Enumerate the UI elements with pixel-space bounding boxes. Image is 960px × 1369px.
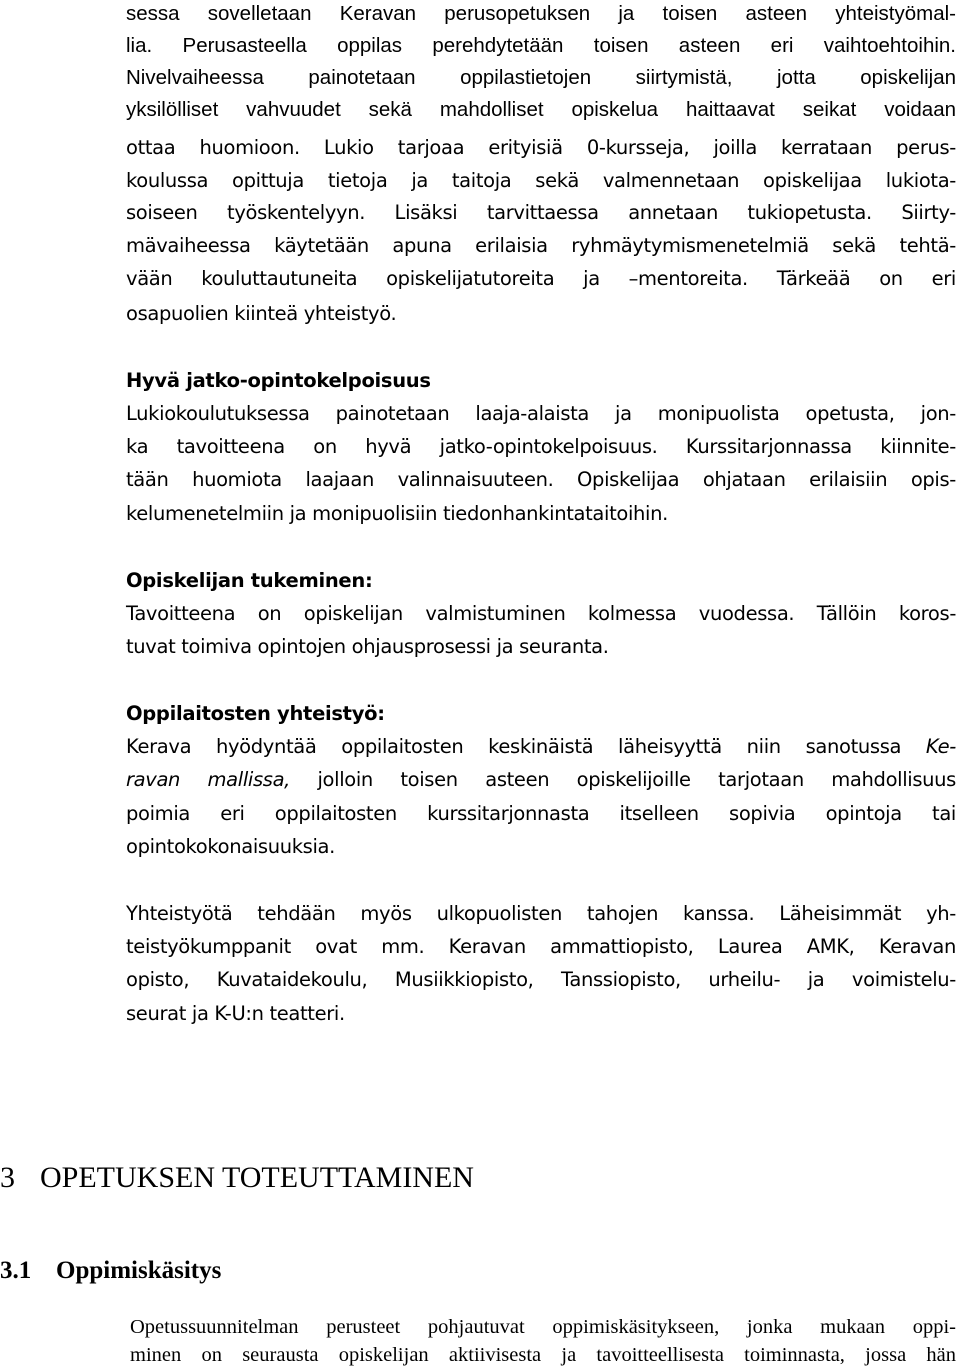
body-line: minen on seurausta opiskelijan aktiivisesta ja tavoitteellisesta toiminnasta, jossa hän <box>130 1344 956 1366</box>
section-heading: Oppilaitosten yhteistyö: <box>126 702 385 725</box>
chapter-number: 3 <box>0 1161 15 1194</box>
intro-line: ottaa huomioon. Lukio tarjoaa erityisiä 0-kursseja, joilla kerrataan perus- <box>126 136 956 159</box>
section-line: Tavoitteena on opiskelijan valmistuminen kolmessa vuodessa. Tällöin koros- <box>126 602 956 625</box>
section-text: Kerava hyödyntää oppilaitosten keskinäistä läheisyyttä niin sanotussa <box>126 735 926 758</box>
intro-line: yksilölliset vahvuudet sekä mahdolliset opiskelua haittaavat seikat voidaan <box>126 98 956 121</box>
chapter-title: OPETUKSEN TOTEUTTAMINEN <box>40 1161 474 1194</box>
body-line: Opetussuunnitelman perusteet pohjautuvat oppimiskäsitykseen, jonka mukaan oppi- <box>130 1316 956 1338</box>
section-line: Yhteistyötä tehdään myös ulkopuolisten tahojen kanssa. Läheisimmät yh- <box>126 902 956 925</box>
intro-line: osapuolien kiinteä yhteistyö. <box>126 302 397 325</box>
subchapter-title: Oppimiskäsitys <box>56 1257 222 1284</box>
section-line: kelumenetelmiin ja monipuolisiin tiedonhankintataitoihin. <box>126 502 668 525</box>
section-line: opisto, Kuvataidekoulu, Musiikkiopisto, Tanssiopisto, urheilu- ja voimistelu- <box>126 968 956 991</box>
section-line: poimia eri oppilaitosten kurssitarjonnasta itselleen sopivia opintoja tai <box>126 802 956 825</box>
intro-line: koulussa opittuja tietoja ja taitoja sekä valmennetaan opiskelijaa lukiota- <box>126 169 956 192</box>
emphasis-text: ravan mallissa, <box>126 768 291 791</box>
section-heading: Hyvä jatko-opintokelpoisuus <box>126 369 431 392</box>
intro-line: vään kouluttautuneita opiskelijatutoreita ja –mentoreita. Tärkeää on eri <box>126 267 956 290</box>
intro-line: sessa sovelletaan Keravan perusopetuksen ja toisen asteen yhteistyömal- <box>126 2 956 25</box>
section-line: tään huomiota laajaan valinnaisuuteen. Opiskelijaa ohjataan erilaisiin opis- <box>126 468 956 491</box>
section-line: ka tavoitteena on hyvä jatko-opintokelpoisuus. Kurssitarjonnassa kiinnite- <box>126 435 956 458</box>
section-line <box>126 730 956 764</box>
section-line: seurat ja K-U:n teatteri. <box>126 1002 345 1025</box>
section-text: jolloin toisen asteen opiskelijoille tarjotaan mahdollisuus <box>290 768 956 791</box>
intro-line: lia. Perusasteella oppilas perehdytetään toisen asteen eri vaihtoehtoihin. <box>126 34 956 57</box>
intro-line: Nivelvaiheessa painotetaan oppilastietojen siirtymistä, jotta opiskelijan <box>126 66 956 89</box>
subchapter-heading <box>0 1254 221 1288</box>
chapter-heading <box>0 1158 474 1198</box>
section-line: tuvat toimiva opintojen ohjausprosessi ja seuranta. <box>126 635 609 658</box>
section-line: Lukiokoulutuksessa painotetaan laaja-alaista ja monipuolista opetusta, jon- <box>126 402 956 425</box>
intro-line: mävaiheessa käytetään apuna erilaisia ryhmäytymismenetelmiä sekä tehtä- <box>126 234 956 257</box>
section-line: teistyökumppanit ovat mm. Keravan ammattiopisto, Laurea AMK, Keravan <box>126 935 956 958</box>
section-line: opintokokonaisuuksia. <box>126 835 335 858</box>
intro-line: soiseen työskentelyyn. Lisäksi tarvittaessa annetaan tukiopetusta. Siirty- <box>126 201 956 224</box>
section-line <box>126 763 956 797</box>
subchapter-number: 3.1 <box>0 1257 32 1284</box>
emphasis-text: Ke- <box>925 735 956 758</box>
section-heading: Opiskelijan tukeminen: <box>126 569 373 592</box>
